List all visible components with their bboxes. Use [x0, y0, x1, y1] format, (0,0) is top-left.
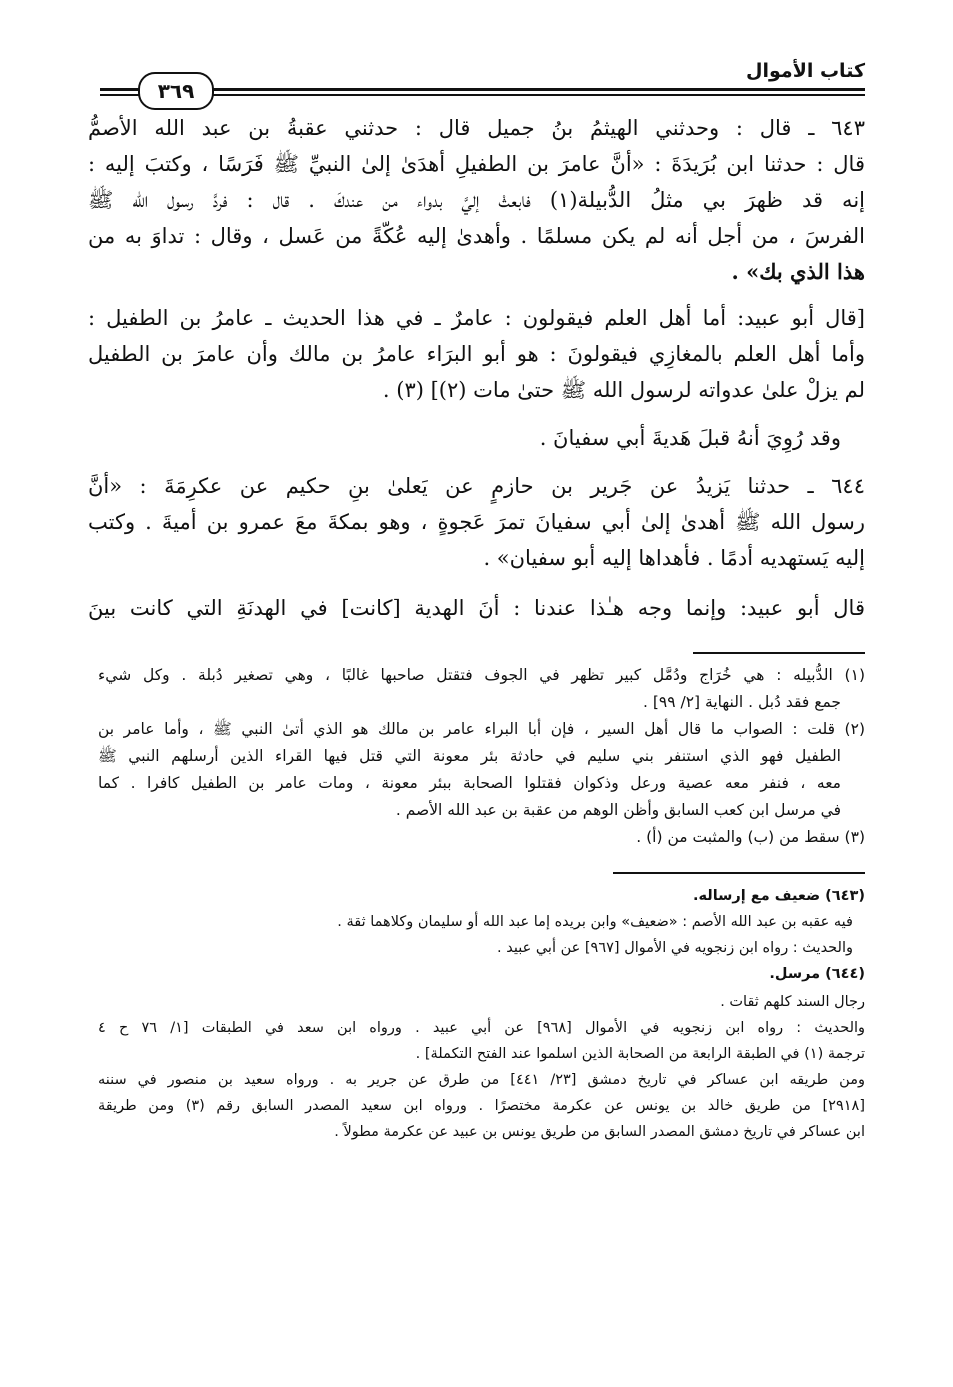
- running-header-title: كتاب الأموال: [746, 60, 865, 82]
- body-line: وأما أهل العلم بالمغازِي فيقولونَ : هو أبو البرَاء عامرُ بن مالك وأن عامرَ بن الطفيل: [88, 342, 865, 366]
- body-line: لم يزلْ علىٰ عدواته لرسول الله ﷺ حتىٰ مات (٢)] (٣) .: [382, 378, 865, 402]
- body-line: ٦٤٣ ـ قال : وحدثني الهيثمُ بنُ جميل قال : حدثني عقبةُ بن عبد الله الأصمُّ: [88, 116, 865, 140]
- footnote-line: معه ، فنفر معه عصية ورعل وذكوان فقتلوا الصحابة ببئر معونة ، ومات عامر بن الطفيل كافرا . كما: [98, 774, 841, 792]
- takhrij-separator: [613, 872, 865, 874]
- body-line: قال أبو عبيد: وإنما وجه هـٰذا عندنا : أنَ الهدية [كانت] في الهدنَةِ التي كانت بينَ: [88, 596, 865, 620]
- body-line: ٦٤٤ ـ حدثنا يَزيدُ عن جَرير بن حازمٍ عن يَعلىٰ بنِ حكيم عن عكرِمَةَ : «أنَّ: [88, 474, 865, 498]
- takhrij-heading: (٦٤٤) مرسل.: [769, 966, 865, 982]
- body-line: رسول الله ﷺ أهدىٰ إلىٰ أبي سفيانَ تمرَ عَجوةٍ ، وهو بمكةَ معَ عمرو بن أميةَ . وكتب: [88, 510, 865, 534]
- takhrij-line: ترجمة (١) في الطبقة الرابعة من الصحابة الذين اسلموا عند الفتح التكملة] .: [415, 1046, 865, 1062]
- footnote-separator: [693, 652, 865, 654]
- takhrij-line: والحديث : رواه ابن زنجويه في الأموال [٩٦٧] عن أبي عبيد .: [496, 940, 853, 956]
- takhrij-heading: (٦٤٣) ضعيف مع إرساله.: [692, 888, 865, 904]
- takhrij-line: ابن عساكر في تاريخ دمشق المصدر السابق من طريق يونس بن عبيد عن عكرمة مطولاً .: [334, 1124, 865, 1140]
- body-line: [قال أبو عبيد: أما أهل العلم فيقولون : عامرٌ ـ في هذا الحديث ـ عامرُ بن الطفيل :: [88, 306, 865, 330]
- page-number-badge: ٣٦٩: [138, 72, 214, 110]
- takhrij-line: والحديث : رواه ابن زنجويه في الأموال [٩٦٨] عن أبي عبيد . ورواه ابن سعد في الطبقات [١/ ٧٦ ح ٤: [98, 1020, 865, 1036]
- takhrij-line: رجال السند كلهم ثقات .: [720, 994, 865, 1010]
- takhrij-line: ومن طريقه ابن عساكر في تاريخ دمشق [٢٣/ ٤٤١] من طرق عن جرير به . ورواه سعيد بن منصور في سننه: [98, 1072, 865, 1088]
- body-line: هذا الذي بك» .: [731, 259, 865, 284]
- takhrij-line: [٢٩١٨] من طريق خالد بن يونس عن عكرمة مختصرًا . ورواه ابن سعيد المصدر السابق رقم (٣) ومن طريقة: [98, 1098, 865, 1114]
- footnote-line: الطفيل فهو الذي استنفر بني سليم في حادثة بئر معونة التي قتل فيها القراء الذين أرسلهم النبي ﷺ: [98, 747, 841, 765]
- footnote-line: (١) الدُّبيله : هي خُرَاج ودُمَّل كبير تظهر في الجوف فتقتل صاحبها غالبًا ، وهي تصغير دُبلة . وكل شيء: [98, 666, 865, 684]
- body-line: إنه قد ظهرَ بي مثلُ الدُّبيلة(١) فابعثْ إليَّ بدواء من عندكَ . قال : فردَّ رسول الله ﷺ: [88, 188, 865, 212]
- footnote-line: في مرسل ابن كعب السابق وأظن الوهم من عقبة بن عبد الله الأصم .: [395, 801, 841, 819]
- header-rule: [100, 88, 865, 98]
- body-line: الفرسَ ، من أجل أنه لم يكن مسلمًا . وأهدىٰ إليه عُكّةً من عَسل ، وقال : تداوَ به من: [88, 224, 865, 248]
- takhrij-line: فيه عقبه بن عبد الله الأصم : «ضعيف» وابن بريده إما عبد الله أو سليمان وكلاهما ثقة .: [337, 914, 853, 930]
- footnote-line: (٣) سقط من (ب) والمثبت من (أ) .: [636, 828, 865, 846]
- footnote-line: (٢) قلت : الصواب ما قال أهل السير ، فإن أبا البراء عامر بن مالك هو الذي أتىٰ النبي ﷺ ، وأما عامر بن: [98, 720, 865, 738]
- body-line: إليه يَستهديه أدمًا . فأهداها إليه أبو سفيان» .: [483, 546, 865, 570]
- body-line: قال : حدثنا ابن بُرَيدَةَ : «أنَّ عامرَ بن الطفيلِ أهدَىٰ إلىٰ النبيِّ ﷺ فَرَسًا ، وكتبَ إليه :: [88, 152, 865, 176]
- body-line: وقد رُوِيَ أنهُ قبلَ هَديةَ أبي سفيانَ .: [539, 426, 841, 450]
- footnote-line: جمع فقد دُبل . النهاية [٢/ ٩٩] .: [643, 693, 841, 711]
